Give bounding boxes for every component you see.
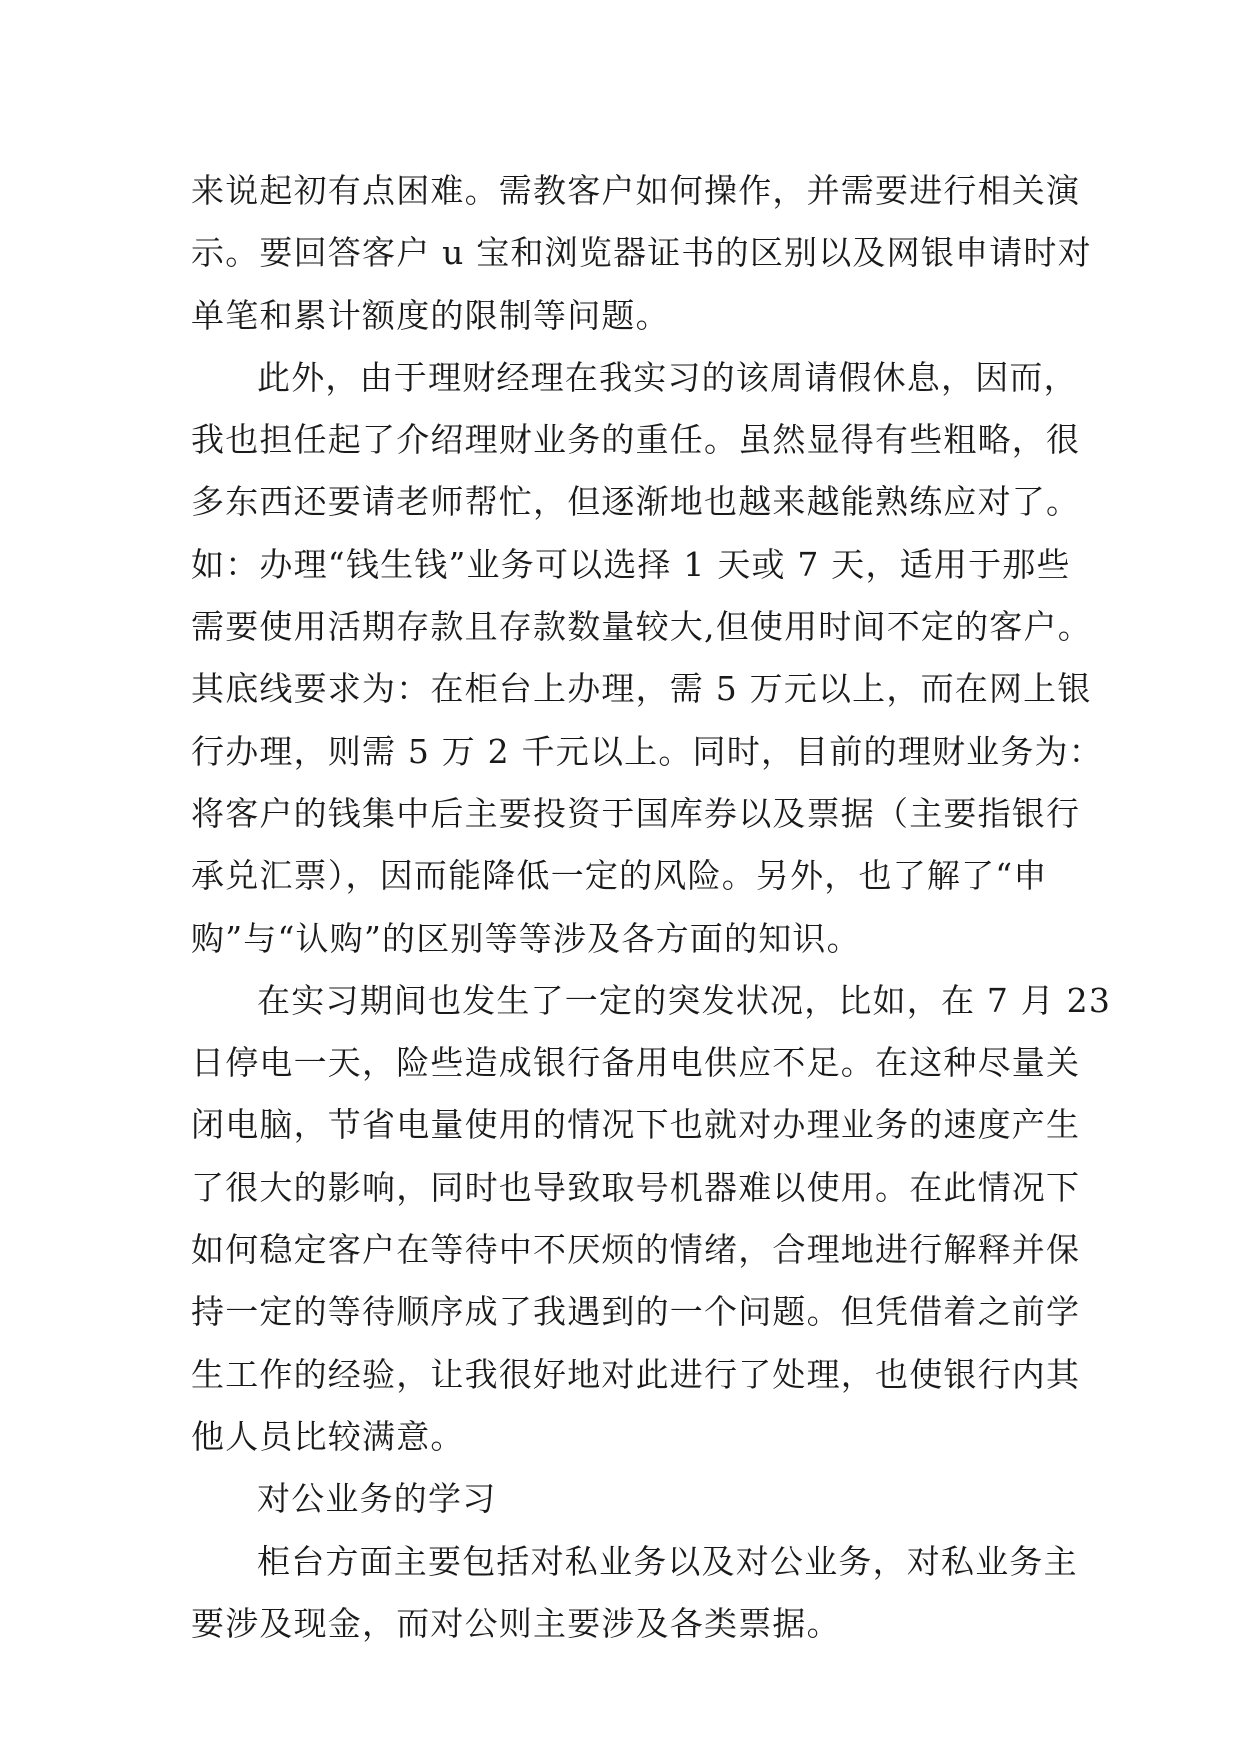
text-line: 多东西还要请老师帮忙，但逐渐地也越来越能熟练应对了。 [191,482,1081,522]
text-line: 需要使用活期存款且存款数量较大,但使用时间不定的客户。 [191,607,1092,647]
text-line: 如何稳定客户在等待中不厌烦的情绪，合理地进行解释并保 [191,1230,1081,1270]
text-line: 闭电脑，节省电量使用的情况下也就对办理业务的速度产生 [191,1105,1081,1145]
document-body [191,160,1112,1655]
text-line: 其底线要求为：在柜台上办理，需 5 万元以上，而在网上银 [191,669,1092,709]
text-line: 单笔和累计额度的限制等问题。 [191,295,670,335]
paragraph-start-line: 柜台方面主要包括对私业务以及对公业务，对私业务主 [257,1541,1078,1581]
text-line: 来说起初有点困难。需教客户如何操作，并需要进行相关演 [191,171,1081,210]
text-line: 如：办理“钱生钱”业务可以选择 1 天或 7 天，适用于那些 [191,544,1071,584]
text-line: 行办理，则需 5 万 2 千元以上。同时，目前的理财业务为： [191,731,1103,771]
text-line: 了很大的影响，同时也导致取号机器难以使用。在此情况下 [191,1167,1081,1207]
paragraph-start-line: 此外，由于理财经理在我实习的该周请假休息，因而， [257,357,1078,397]
text-line: 他人员比较满意。 [191,1416,465,1456]
text-line: 将客户的钱集中后主要投资于国库券以及票据（主要指银行 [191,793,1081,833]
section-heading: 对公业务的学习 [257,1479,497,1519]
text-line: 日停电一天，险些造成银行备用电供应不足。在这种尽量关 [191,1043,1081,1083]
text-line: 要涉及现金，而对公则主要涉及各类票据。 [191,1603,841,1643]
text-line: 持一定的等待顺序成了我遇到的一个问题。但凭借着之前学 [191,1292,1081,1332]
text-line: 生工作的经验，让我很好地对此进行了处理，也使银行内其 [191,1354,1081,1394]
paragraph-start-line: 在实习期间也发生了一定的突发状况，比如，在 7 月 23 [257,980,1112,1020]
text-line: 购”与“认购”的区别等等涉及各方面的知识。 [191,918,861,958]
text-line: 我也担任起了介绍理财业务的重任。虽然显得有些粗略，很 [191,420,1081,460]
text-line: 承兑汇票），因而能降低一定的风险。另外，也了解了“申 [191,856,1048,896]
text-line: 示。要回答客户 u 宝和浏览器证书的区别以及网银申请时对 [191,233,1092,273]
